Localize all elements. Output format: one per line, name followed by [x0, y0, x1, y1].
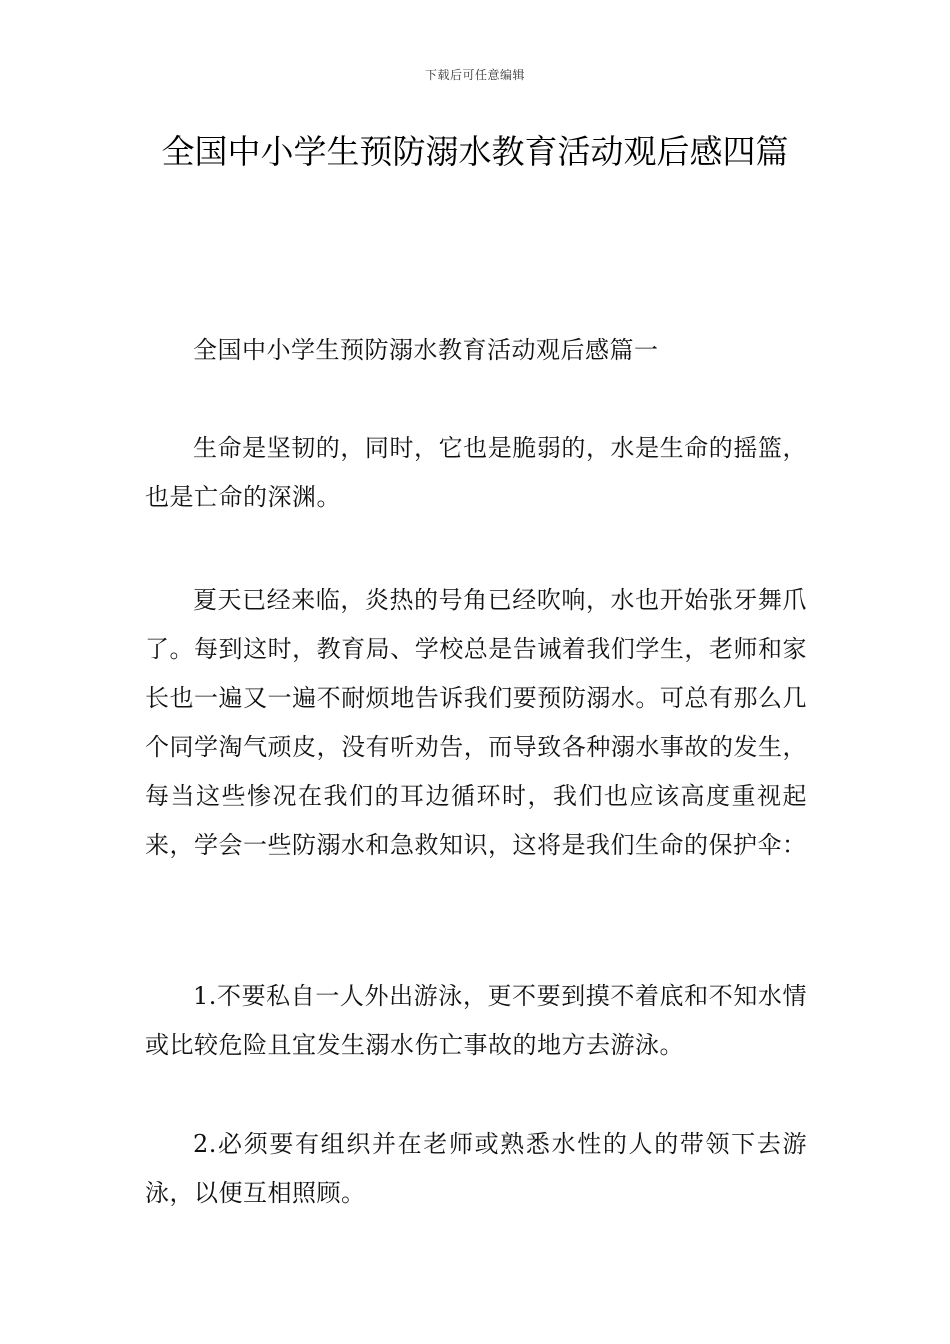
- header-note: 下载后可任意编辑: [424, 68, 525, 82]
- section-subheading: 全国中小学生预防溺水教育活动观后感篇一: [193, 336, 659, 364]
- list-item-1: 1.不要私自一人外出游泳，更不要到摸不着底和不知水情或比较危险且宜发生溺水伤亡事故的地方去游泳。: [145, 982, 807, 1059]
- paragraph-1: 生命是坚韧的，同时，它也是脆弱的，水是生命的摇篮，也是亡命的深渊。: [145, 434, 807, 511]
- document-title: 全国中小学生预防溺水教育活动观后感四篇: [161, 132, 789, 171]
- paragraph-2: 夏天已经来临，炎热的号角已经吹响，水也开始张牙舞爪了。每到这时，教育局、学校总是告诫着我们学生，老师和家长也一遍又一遍不耐烦地告诉我们要预防溺水。可总有那么几个同学淘气顽皮，没有听劝告，而导致各种溺水事故的发生，每当这些惨况在我们的耳边循环时，我们也应该高度重视起来，学会一些防溺水和急救知识，这将是我们生命的保护伞：: [145, 586, 807, 859]
- list-item-2: 2.必须要有组织并在老师或熟悉水性的人的带领下去游泳，以便互相照顾。: [145, 1130, 807, 1207]
